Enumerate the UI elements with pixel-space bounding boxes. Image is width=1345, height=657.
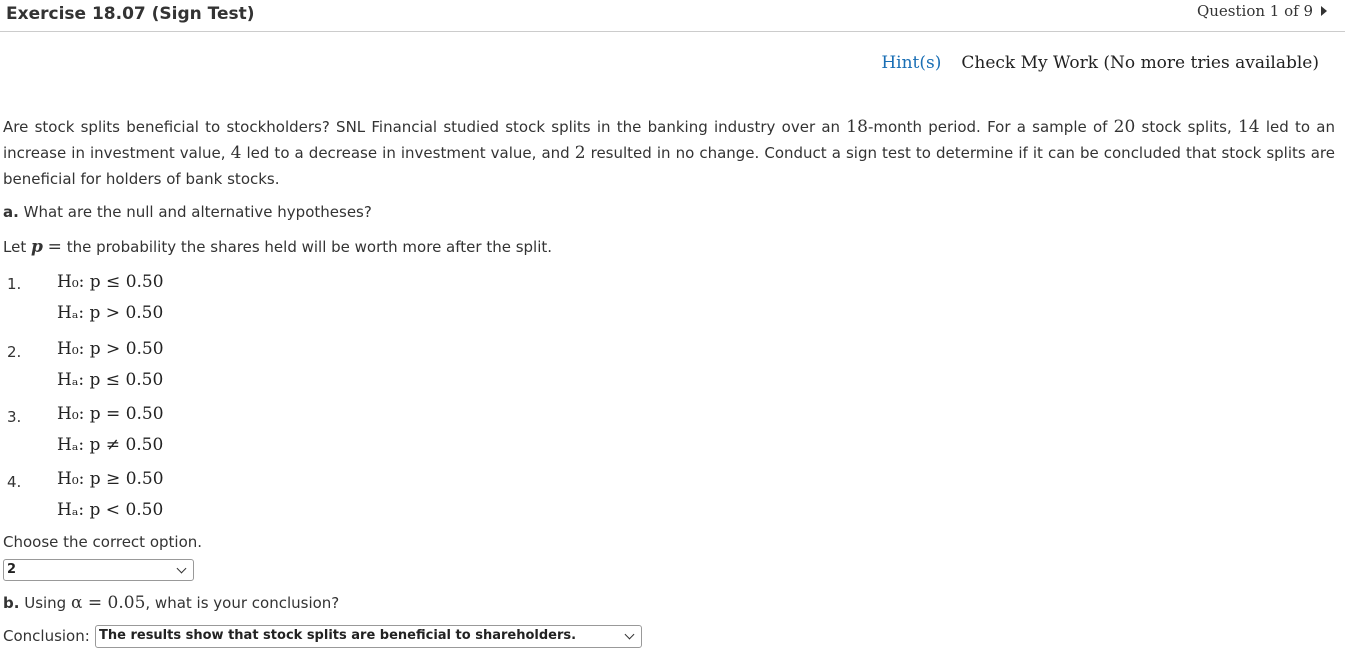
option-1-alternative-hypothesis: Hₐ: p > 0.50 <box>57 303 164 323</box>
option-1-number: 1. <box>7 275 22 293</box>
exercise-header <box>0 0 1345 32</box>
question-counter: Question 1 of 9 <box>1196 2 1313 20</box>
chevron-down-icon <box>177 564 187 574</box>
part-a-question <box>3 203 372 221</box>
action-links <box>881 53 1319 73</box>
option-3-number: 3. <box>7 408 22 426</box>
exercise-title: Exercise 18.07 (Sign Test) <box>6 4 255 24</box>
check-my-work-link[interactable]: Check My Work (No more tries available) <box>961 53 1319 73</box>
conclusion-select[interactable] <box>95 625 642 648</box>
option-select-value: 2 <box>7 562 17 577</box>
problem-number-months: 18 <box>846 117 868 137</box>
choose-instruction: Choose the correct option. <box>3 533 203 551</box>
part-a-label: a. <box>3 203 19 221</box>
let-definition: the probability the shares held will be worth more after the split. <box>66 238 553 256</box>
let-variable: p <box>30 237 43 257</box>
part-b-question <box>3 593 339 613</box>
problem-text-5: led to a decrease in investment value, and <box>241 144 575 162</box>
option-4-alternative-hypothesis: Hₐ: p < 0.50 <box>57 500 164 520</box>
conclusion-select-value: The results show that stock splits are beneficial to shareholders. <box>99 628 577 643</box>
problem-number-nochange: 2 <box>574 143 586 163</box>
problem-text-6: resulted in no change. Conduct a sign test to determine if it can be concluded that stock splits are beneficial for holders of bank stocks. <box>3 144 1335 188</box>
option-select[interactable] <box>3 559 194 581</box>
problem-number-decrease: 4 <box>230 143 242 163</box>
problem-text-3: stock splits, <box>1135 118 1238 136</box>
next-question-arrow-icon[interactable] <box>1321 6 1327 16</box>
problem-text-1: Are stock splits beneficial to stockholders? SNL Financial studied stock splits in the banking industry over an <box>3 118 847 136</box>
hints-link[interactable]: Hint(s) <box>881 53 942 73</box>
option-2-number: 2. <box>7 343 22 361</box>
option-4-null-hypothesis: H₀: p ≥ 0.50 <box>57 469 164 489</box>
problem-statement <box>3 114 1335 192</box>
let-prefix: Let <box>3 238 27 256</box>
chevron-down-icon <box>625 630 635 640</box>
part-b-using: Using <box>24 594 67 612</box>
option-2-alternative-hypothesis: Hₐ: p ≤ 0.50 <box>57 370 164 390</box>
option-4-number: 4. <box>7 473 22 491</box>
option-3-alternative-hypothesis: Hₐ: p ≠ 0.50 <box>57 435 164 455</box>
option-1-null-hypothesis: H₀: p ≤ 0.50 <box>57 272 164 292</box>
let-equals: = <box>47 237 62 257</box>
question-navigator[interactable] <box>1197 2 1327 20</box>
option-2-null-hypothesis: H₀: p > 0.50 <box>57 339 164 359</box>
part-b-rest: , what is your conclusion? <box>145 594 340 612</box>
part-b-alpha: α = 0.05 <box>71 593 146 613</box>
problem-number-sample: 20 <box>1113 117 1136 137</box>
part-b-label: b. <box>3 594 20 612</box>
option-3-null-hypothesis: H₀: p = 0.50 <box>57 404 164 424</box>
variable-definition <box>3 237 552 257</box>
conclusion-label: Conclusion: <box>3 627 90 645</box>
problem-text-4: led to an increase in investment value, <box>3 118 1336 162</box>
problem-number-increase: 14 <box>1237 117 1260 137</box>
part-a-question-text: What are the null and alternative hypotheses? <box>23 203 372 221</box>
problem-text-2: -month period. For a sample of <box>867 118 1114 136</box>
